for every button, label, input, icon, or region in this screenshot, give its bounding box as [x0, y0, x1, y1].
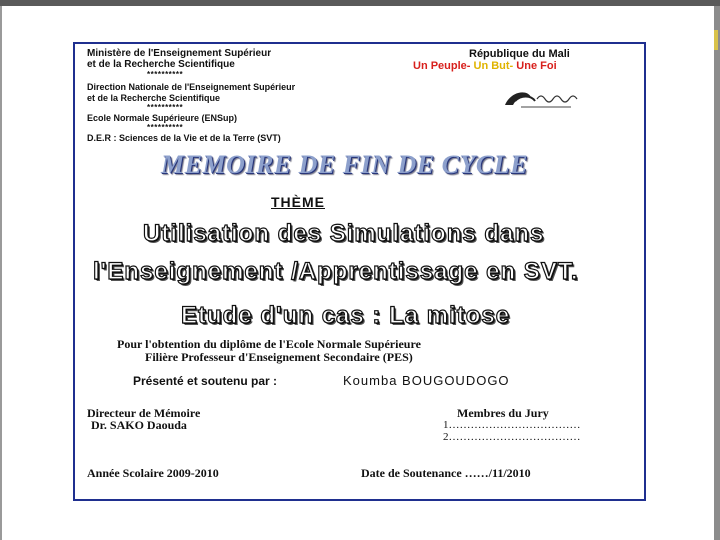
main-title: MEMOIRE DE FIN DE CYCLE — [161, 150, 528, 179]
motto-part-1: Un Peuple- — [413, 60, 471, 72]
ministry-line-2: et de la Recherche Scientifique — [87, 59, 235, 70]
republic-name: République du Mali — [469, 48, 570, 60]
theme-label: THÈME — [271, 194, 325, 210]
defense-date: Date de Soutenance ……/11/2010 — [361, 466, 531, 480]
director-name: Dr. SAKO Daouda — [91, 418, 187, 432]
national-motto — [413, 60, 557, 72]
window-left-edge — [0, 6, 2, 540]
cover-page — [73, 42, 646, 501]
subject-line-1: Utilisation des Simulations dans — [143, 220, 545, 247]
direction-line-1: Direction Nationale de l'Enseignement Supérieur — [87, 82, 296, 92]
subject-line-3: Etude d'un cas : La mitose — [181, 302, 511, 329]
window-edge-mark — [714, 30, 718, 50]
window-right-edge — [714, 6, 720, 540]
motto-part-2: Un But- — [473, 60, 514, 72]
window-top-strip — [0, 0, 720, 6]
der-line: D.E.R : Sciences de la Vie et de la Terre (SVT) — [87, 133, 281, 143]
separator-stars-1: ********** — [147, 70, 184, 79]
purpose-line-1: Pour l'obtention du diplôme de l'Ecole Normale Supérieure — [117, 337, 421, 351]
director-label: Directeur de Mémoire — [87, 406, 201, 420]
author-name: Koumba BOUGOUDOGO — [343, 373, 510, 388]
jury-label: Membres du Jury — [457, 406, 549, 420]
ensup-logo-icon — [501, 87, 597, 111]
ministry-line-1: Ministère de l'Enseignement Supérieur — [87, 48, 272, 59]
motto-part-3: Une Foi — [516, 60, 557, 72]
presented-by-label: Présenté et soutenu par : — [133, 374, 278, 388]
purpose-line-2: Filière Professeur d'Enseignement Secondaire (PES) — [145, 350, 413, 364]
separator-stars-3: ********** — [147, 123, 184, 132]
subject-line-2: l'Enseignement /Apprentissage en SVT. — [93, 258, 579, 285]
jury-member-2: 2……………………………… — [443, 431, 581, 443]
school-name: Ecole Normale Supérieure (ENSup) — [87, 113, 238, 123]
separator-stars-2: ********** — [147, 103, 184, 112]
jury-member-1: 1……………………………… — [443, 419, 581, 431]
direction-line-2: et de la Recherche Scientifique — [87, 93, 221, 103]
school-year: Année Scolaire 2009-2010 — [87, 466, 219, 480]
